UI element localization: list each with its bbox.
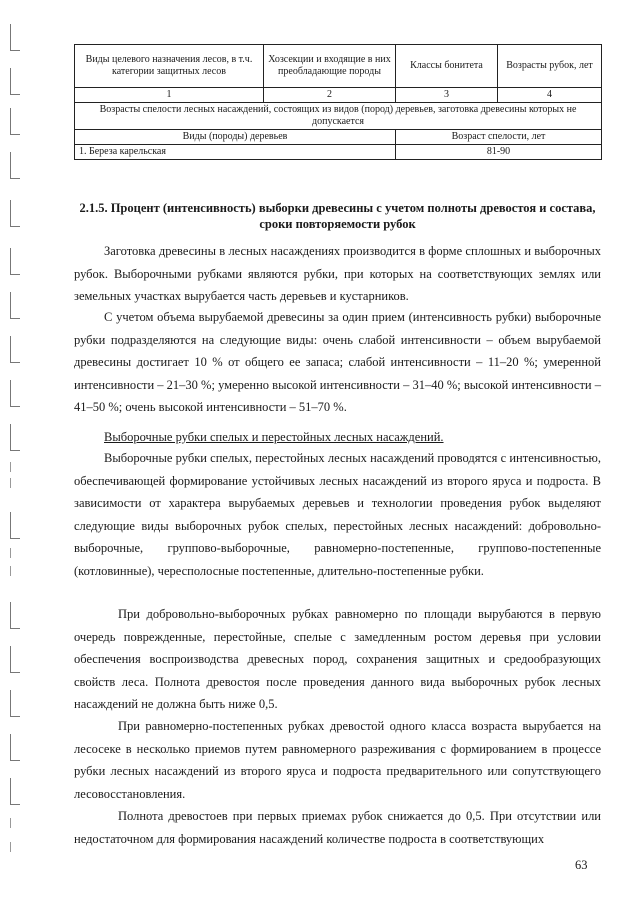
binding-dash bbox=[10, 462, 11, 472]
table-section-caption: Возрасты спелости лесных насаждений, состоящих из видов (пород) деревьев, заготовка древесины которых не допускается bbox=[75, 103, 602, 130]
subheader-maturity-age: Возраст спелости, лет bbox=[396, 130, 602, 145]
binding-mark bbox=[10, 380, 20, 407]
table-number-row bbox=[75, 88, 602, 103]
table-subheader-row bbox=[75, 130, 602, 145]
binding-mark bbox=[10, 646, 20, 673]
binding-mark bbox=[10, 734, 20, 761]
binding-mark bbox=[10, 108, 20, 135]
binding-dash bbox=[10, 478, 11, 488]
paragraph: При равномерно-постепенных рубках древостой одного класса возраста вырубается на лесосеке в несколько приемов путем равномерного разреживания с формированием в процессе рубки лесных насаждений из второго яруса и подроста предварительного или сопутствующего лесовосстановления. bbox=[74, 719, 601, 801]
column-number: 1 bbox=[75, 88, 264, 103]
column-number: 2 bbox=[264, 88, 396, 103]
paragraph: Выборочные рубки спелых, перестойных лесных насаждений проводятся с интенсивностью, обеспечивающей формирование устойчивых лесных насаждений из второго яруса и подроста. В зависимости от характера вырубаемых деревьев и технологии проведения рубок выделяют следующие виды выборочных рубок спелых, перестойных лесных насаждений: добровольно-выборочные, группово-выборочные, равномерно-постепенные, группово-постепенные (котловинные), чересполосные постепенные, длительно-постепенные рубки. bbox=[74, 451, 601, 578]
binding-mark bbox=[10, 690, 20, 717]
binding-dash bbox=[10, 566, 11, 576]
table-header-cell: Классы бонитета bbox=[396, 45, 498, 88]
table-header-cell: Виды целевого назначения лесов, в т.ч. категории защитных лесов bbox=[75, 45, 264, 88]
binding-dash bbox=[10, 842, 11, 852]
binding-mark bbox=[10, 292, 20, 319]
table-header-cell: Возрасты рубок, лет bbox=[498, 45, 602, 88]
section-title: 2.1.5. Процент (интенсивность) выборки древесины с учетом полноты древостоя и состава, сроки повторяемости рубок bbox=[79, 201, 596, 231]
binding-mark bbox=[10, 602, 20, 629]
binding-mark bbox=[10, 68, 20, 95]
paragraph: С учетом объема вырубаемой древесины за один прием (интенсивность рубки) выборочные рубки подразделяются на следующие виды: очень слабой интенсивности – объем вырубаемой древесины достигает 10 % от общего ее запаса; слабой интенсивности – 11–20 %; умеренной интенсивности – 21–30 %; умеренно высокой интенсивности – 31–40 %; высокой интенсивности – 41–50 %; очень высокой интенсивности – 51–70 %. bbox=[74, 310, 601, 415]
binding-dash bbox=[10, 818, 11, 828]
binding-mark bbox=[10, 24, 20, 51]
column-number: 4 bbox=[498, 88, 602, 103]
table-header-row bbox=[75, 45, 602, 88]
maturity-age-cell: 81-90 bbox=[396, 145, 602, 160]
binding-edge-marks bbox=[0, 0, 40, 905]
species-cell: 1. Береза карельская bbox=[75, 145, 396, 160]
binding-mark bbox=[10, 512, 20, 539]
table-row bbox=[75, 145, 602, 160]
binding-mark bbox=[10, 778, 20, 805]
binding-mark bbox=[10, 200, 20, 227]
binding-mark bbox=[10, 152, 20, 179]
binding-mark bbox=[10, 248, 20, 275]
page-number: 63 bbox=[575, 858, 588, 872]
paragraph: При добровольно-выборочных рубках равномерно по площади вырубаются в первую очередь поврежденные, перестойные, спелые с замедленным ростом деревья при условии обеспечения воспроизводства древесных пород, сохранения защитных и средообразующих свойств леса. Полнота древостоя после проведения данного вида выборочных рубок лесных насаждений не должна быть ниже 0,5. bbox=[74, 607, 601, 712]
column-number: 3 bbox=[396, 88, 498, 103]
table-section-row bbox=[75, 103, 602, 130]
paragraph: Заготовка древесины в лесных насаждениях производится в форме сплошных и выборочных рубок. Выборочными рубками являются рубки, при которых на соответствующих землях или земельных участках вырубается часть деревьев и кустарников. bbox=[74, 244, 601, 304]
table-header-cell: Хозсекции и входящие в них преобладающие породы bbox=[264, 45, 396, 88]
subheading: Выборочные рубки спелых и перестойных лесных насаждений. bbox=[104, 430, 444, 444]
subheader-species: Виды (породы) деревьев bbox=[75, 130, 396, 145]
cutting-age-table bbox=[74, 44, 602, 160]
paragraph: Полнота древостоев при первых приемах рубок снижается до 0,5. При отсутствии или недостаточном для формирования насаждений количестве подроста в соответствующих bbox=[74, 809, 601, 846]
binding-dash bbox=[10, 548, 11, 558]
binding-mark bbox=[10, 424, 20, 451]
binding-mark bbox=[10, 336, 20, 363]
